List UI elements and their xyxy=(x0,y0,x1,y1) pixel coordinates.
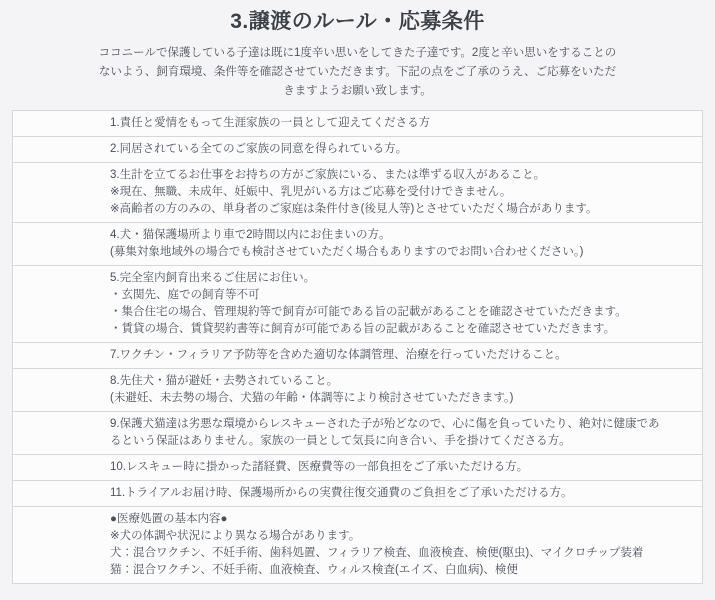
rule-line: ●医療処置の基本内容● xyxy=(110,513,228,526)
rule-line: 8.先住犬・猫が避妊・去勢されていること。 xyxy=(110,375,339,388)
rule-row xyxy=(13,111,702,137)
rule-line: ※高齢者の方のみの、単身者のご家庭は条件付き(後見人等)とさせていただく場合があります。 xyxy=(110,203,598,216)
rule-row xyxy=(13,507,702,583)
rule-line: 2.同居されている全てのご家族の同意を得られている方。 xyxy=(110,143,408,156)
rule-line: 9.保護犬猫達は劣悪な環境からレスキューされた子が殆どなので、心に傷を負っていたり、絶対に健康であるという保証はありません。家族の一員として気長に向き合い、手を掛けてくださる方。 xyxy=(110,418,660,448)
rule-line: ・集合住宅の場合、管理規約等で飼育が可能である旨の記載があることを確認させていただきます。 xyxy=(110,306,627,319)
page-title: 3.譲渡のルール・応募条件 xyxy=(230,10,485,33)
rule-line: 11.トライアルお届け時、保護場所からの実費往復交通費のご負担をご了承いただける方。 xyxy=(110,487,573,500)
rule-line: ・賃貸の場合、賃貸契約書等に飼育が可能である旨の記載があることを確認させていただきます。 xyxy=(110,323,616,336)
rule-row xyxy=(13,137,702,163)
rule-line: (未避妊、未去勢の場合、犬猫の年齢・体調等により検討させていただきます。) xyxy=(110,392,514,405)
rule-row xyxy=(13,163,702,223)
rule-line: 5.完全室内飼育出来るご住居にお住い。 xyxy=(110,272,316,285)
rule-row xyxy=(13,266,702,343)
rule-row xyxy=(13,412,702,455)
intro-text: ココニールで保護している子達は既に1度辛い思いをしてきた子達です。2度と辛い思いをすることのないよう、飼育環境、条件等を確認させていただきます。下記の点をご了承のうえ、ご応募をいただきますようお願い致します。 xyxy=(98,47,617,97)
rule-row xyxy=(13,223,702,266)
rule-row xyxy=(13,455,702,481)
rule-line: 犬：混合ワクチン、不妊手術、歯科処置、フィラリア検査、血液検査、検便(駆虫)、マイクロチップ装着 xyxy=(110,547,644,560)
rule-line: ・玄関先、庭での飼育等不可 xyxy=(110,289,260,302)
rule-line: 7.ワクチン・フィラリア予防等を含めた適切な体調管理、治療を行っていただけること。 xyxy=(110,349,567,362)
rule-row xyxy=(13,481,702,507)
rule-line: 1.責任と愛情をもって生涯家族の一員として迎えてくださる方 xyxy=(110,117,431,130)
rule-line: ※現在、無職、未成年、妊娠中、乳児がいる方はご応募を受付けできません。 xyxy=(110,186,512,199)
rule-line: 猫：混合ワクチン、不妊手術、血液検査、ウィルス検査(エイズ、白血病)、検便 xyxy=(110,564,518,577)
rule-row xyxy=(13,369,702,412)
rule-row xyxy=(13,343,702,369)
rule-line: (募集対象地域外の場合でも検討させていただく場合もありますのでお問い合わせください。) xyxy=(110,246,584,259)
rule-line: 3.生計を立てるお仕事をお持ちの方がご家族にいる、または準ずる収入があること。 xyxy=(110,169,546,182)
rule-line: 10.レスキュー時に掛かった諸経費、医療費等の一部負担をご了承いただける方。 xyxy=(110,461,529,474)
rules-table xyxy=(12,110,703,584)
rule-line: 4.犬・猫保護場所より車で2時間以内にお住まいの方。 xyxy=(110,229,391,242)
rule-line: ※犬の体調や状況により異なる場合があります。 xyxy=(110,530,361,543)
